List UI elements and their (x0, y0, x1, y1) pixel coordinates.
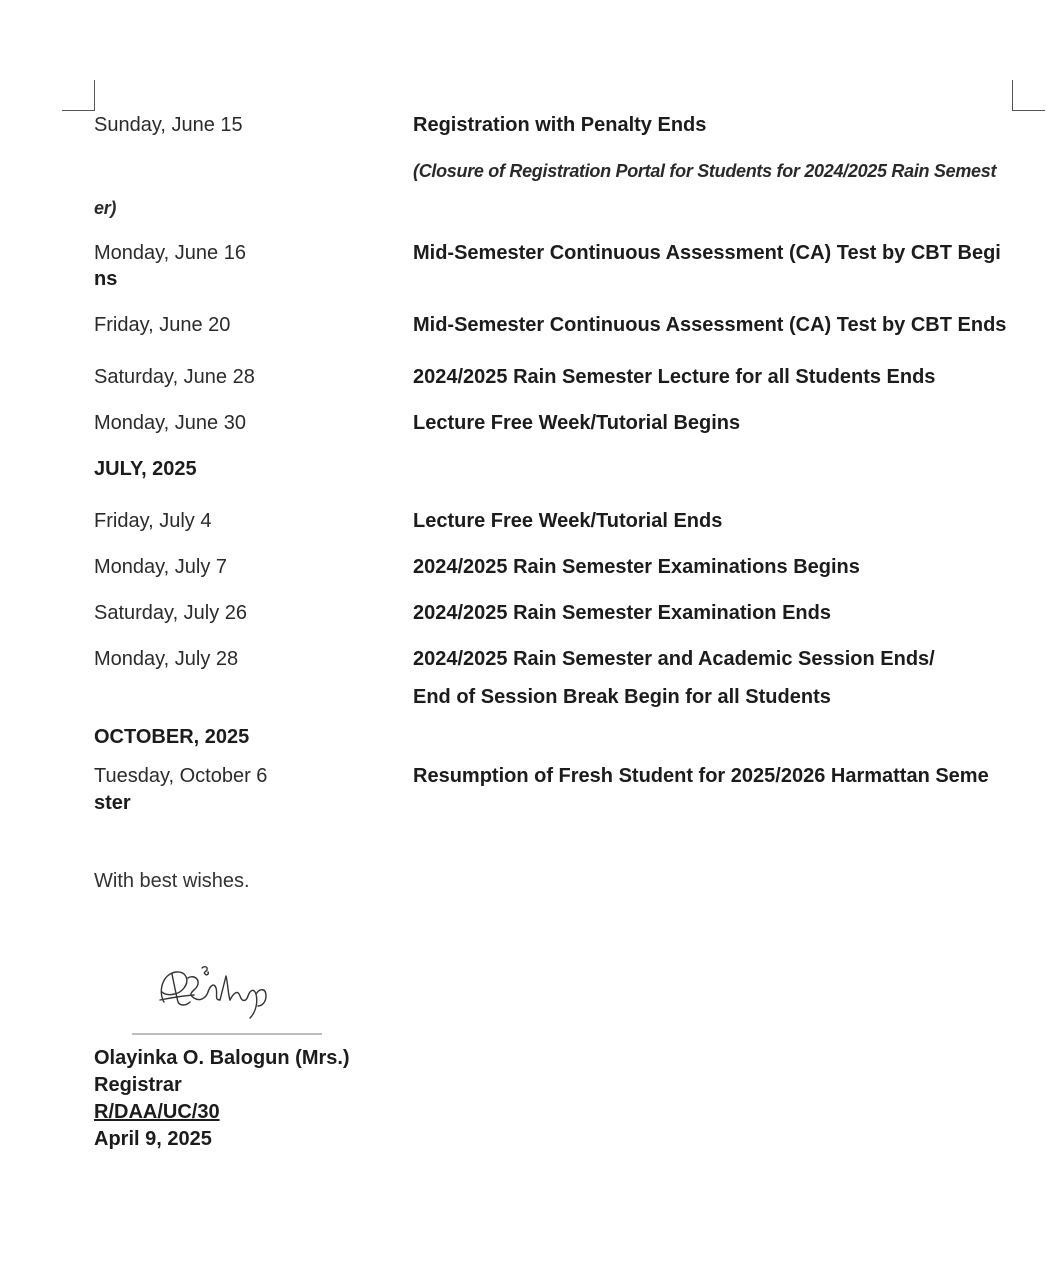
schedule-event-wrap: ster (94, 792, 131, 814)
schedule-event: 2024/2025 Rain Semester and Academic Session Ends/ (413, 648, 935, 670)
signature-line (132, 1033, 322, 1035)
schedule-date: Saturday, July 26 (94, 602, 248, 624)
schedule-date: Monday, July 28 (94, 648, 239, 670)
handwritten-signature (150, 962, 280, 1026)
corner-mark-left (62, 80, 95, 111)
schedule-date: Friday, June 20 (94, 314, 231, 336)
schedule-event: Mid-Semester Continuous Assessment (CA) Test by CBT Ends (413, 314, 1007, 336)
schedule-event: Registration with Penalty Ends (413, 114, 707, 136)
document-date: April 9, 2025 (94, 1128, 212, 1150)
schedule-note-wrap: er) (94, 198, 117, 218)
schedule-event: 2024/2025 Rain Semester Lecture for all Students Ends (413, 366, 936, 388)
schedule-event: Mid-Semester Continuous Assessment (CA) Test by CBT Begi (413, 242, 1001, 264)
schedule-date: Sunday, June 15 (94, 114, 243, 136)
schedule-date: Monday, June 16 (94, 242, 246, 264)
month-heading: OCTOBER, 2025 (94, 726, 250, 748)
schedule-date: Tuesday, October 6 (94, 765, 268, 787)
schedule-note: (Closure of Registration Portal for Students for 2024/2025 Rain Semest (413, 161, 997, 181)
schedule-date: Monday, June 30 (94, 412, 246, 434)
schedule-event: 2024/2025 Rain Semester Examination Ends (413, 602, 831, 624)
schedule-date: Monday, July 7 (94, 556, 228, 578)
schedule-date: Friday, July 4 (94, 510, 212, 532)
signatory-name: Olayinka O. Balogun (Mrs.) (94, 1047, 350, 1069)
month-heading: JULY, 2025 (94, 458, 197, 480)
schedule-event: 2024/2025 Rain Semester Examinations Begins (413, 556, 860, 578)
schedule-event-wrap: ns (94, 268, 118, 290)
schedule-event: Lecture Free Week/Tutorial Ends (413, 510, 723, 532)
schedule-event: Lecture Free Week/Tutorial Begins (413, 412, 741, 434)
signatory-title: Registrar (94, 1074, 182, 1096)
corner-mark-right (1012, 80, 1045, 111)
schedule-date: Saturday, June 28 (94, 366, 255, 388)
schedule-event: Resumption of Fresh Student for 2025/2026 Harmattan Seme (413, 765, 989, 787)
schedule-event-line2: End of Session Break Begin for all Students (413, 686, 831, 708)
closing-text: With best wishes. (94, 870, 250, 892)
reference-number: R/DAA/UC/30 (94, 1101, 220, 1123)
